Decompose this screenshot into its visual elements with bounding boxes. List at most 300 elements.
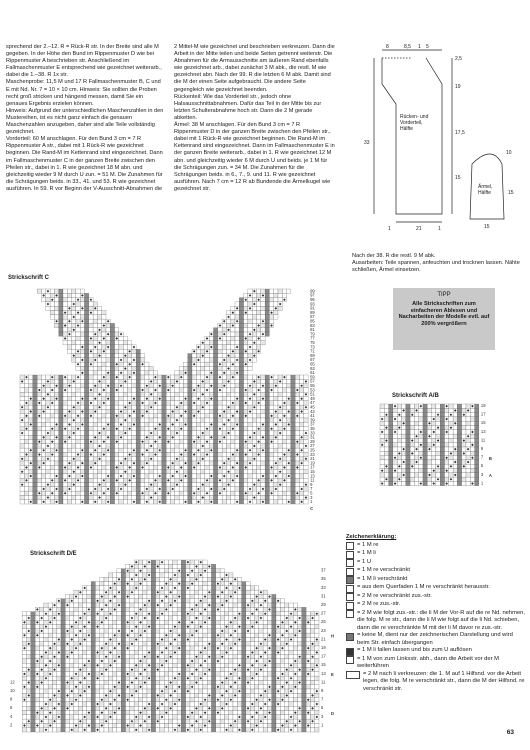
chart-cell bbox=[76, 358, 80, 362]
chart-cell bbox=[104, 629, 108, 633]
chart-cell bbox=[143, 650, 147, 654]
chart-cell bbox=[203, 577, 207, 581]
chart-cell bbox=[199, 642, 203, 646]
chart-cell bbox=[67, 302, 71, 306]
chart-cell bbox=[255, 590, 259, 594]
chart-cell bbox=[310, 612, 314, 616]
chart-cell bbox=[121, 663, 125, 667]
chart-cell bbox=[205, 448, 209, 452]
body-label-3: Hälfte bbox=[400, 126, 414, 132]
chart-cell bbox=[160, 625, 164, 629]
chart-cell bbox=[110, 427, 114, 431]
chart-cell bbox=[222, 465, 226, 469]
chart-cell bbox=[295, 474, 299, 478]
chart-cell bbox=[252, 388, 256, 392]
chart-cell bbox=[226, 362, 230, 366]
chart-cell bbox=[190, 590, 194, 594]
chart-cell bbox=[115, 401, 119, 405]
chart-cell bbox=[106, 452, 110, 456]
chart-cell bbox=[80, 414, 84, 418]
chart-cell bbox=[106, 392, 110, 396]
chart-cell bbox=[119, 366, 123, 370]
chart-cell bbox=[160, 646, 164, 650]
chart-cell bbox=[46, 491, 50, 495]
chart-cell bbox=[183, 470, 187, 474]
chart-cell bbox=[72, 319, 76, 323]
chart-cell bbox=[110, 422, 114, 426]
chart-cell bbox=[173, 663, 177, 667]
chart-cell bbox=[91, 663, 95, 667]
chart-cell bbox=[59, 302, 63, 306]
chart-cell bbox=[269, 483, 273, 487]
chart-cell bbox=[278, 440, 282, 444]
chart-cell bbox=[61, 620, 65, 624]
chart-cell bbox=[261, 461, 265, 465]
chart-cell bbox=[209, 431, 213, 435]
chart-cell bbox=[85, 354, 89, 358]
chart-cell bbox=[145, 418, 149, 422]
chart-cell bbox=[287, 487, 291, 491]
chart-cell bbox=[89, 444, 93, 448]
sleeve-label-1: Ärmel, bbox=[478, 184, 493, 190]
chart-cell bbox=[274, 440, 278, 444]
chart-cell bbox=[250, 590, 254, 594]
chart-cell bbox=[226, 444, 230, 448]
chart-cell bbox=[295, 384, 299, 388]
chart-cell bbox=[40, 633, 44, 637]
chart-cell bbox=[153, 470, 157, 474]
chart-c-row-number: 19 bbox=[310, 460, 315, 466]
chart-cell bbox=[151, 603, 155, 607]
chart-cell bbox=[257, 345, 261, 349]
chart-cell bbox=[89, 457, 93, 461]
chart-cell bbox=[24, 392, 28, 396]
chart-cell bbox=[80, 457, 84, 461]
chart-cell bbox=[276, 616, 280, 620]
chart-cell bbox=[201, 371, 205, 375]
chart-c-row-number: 21 bbox=[310, 456, 315, 462]
chart-cell bbox=[244, 315, 248, 319]
chart-cell bbox=[171, 470, 175, 474]
chart-cell bbox=[239, 444, 243, 448]
chart-cell bbox=[205, 345, 209, 349]
chart-cell bbox=[222, 495, 226, 499]
chart-cell bbox=[278, 444, 282, 448]
chart-cell bbox=[201, 397, 205, 401]
chart-cell bbox=[136, 444, 140, 448]
chart-cell bbox=[100, 642, 104, 646]
chart-cell bbox=[110, 366, 114, 370]
chart-cell bbox=[59, 444, 63, 448]
chart-cell bbox=[177, 637, 181, 641]
chart-cell bbox=[274, 491, 278, 495]
chart-cell bbox=[162, 491, 166, 495]
chart-cell bbox=[93, 371, 97, 375]
chart-cell bbox=[80, 427, 84, 431]
chart-cell bbox=[123, 452, 127, 456]
chart-cell bbox=[231, 336, 235, 340]
chart-cell bbox=[205, 483, 209, 487]
chart-cell bbox=[289, 633, 293, 637]
chart-cell bbox=[130, 637, 134, 641]
chart-cell bbox=[134, 564, 138, 568]
chart-cell bbox=[132, 418, 136, 422]
chart-cell bbox=[153, 414, 157, 418]
chart-cell bbox=[218, 500, 222, 504]
chart-cell bbox=[302, 612, 306, 616]
chart-cell bbox=[140, 495, 144, 499]
chart-cell bbox=[181, 607, 185, 611]
chart-cell bbox=[87, 616, 91, 620]
chart-cell bbox=[104, 586, 108, 590]
chart-cell bbox=[222, 354, 226, 358]
chart-cell bbox=[35, 637, 39, 641]
chart-cell bbox=[160, 594, 164, 598]
chart-cell bbox=[40, 625, 44, 629]
chart-cell bbox=[209, 358, 213, 362]
chart-cell bbox=[218, 495, 222, 499]
chart-cell bbox=[87, 650, 91, 654]
chart-cell bbox=[255, 603, 259, 607]
chart-cell bbox=[136, 362, 140, 366]
chart-cell bbox=[35, 668, 39, 672]
chart-cell bbox=[237, 668, 241, 672]
chart-cell bbox=[100, 650, 104, 654]
chart-cell bbox=[171, 478, 175, 482]
chart-cell bbox=[201, 440, 205, 444]
chart-cell bbox=[33, 444, 37, 448]
chart-cell bbox=[265, 465, 269, 469]
chart-cell bbox=[216, 625, 220, 629]
chart-cell bbox=[274, 478, 278, 482]
chart-cell bbox=[248, 483, 252, 487]
chart-cell bbox=[65, 650, 69, 654]
chart-cell bbox=[104, 633, 108, 637]
chart-cell bbox=[282, 409, 286, 413]
chart-cell bbox=[138, 560, 142, 564]
chart-cell bbox=[295, 448, 299, 452]
chart-cell bbox=[67, 457, 71, 461]
chart-cell bbox=[136, 379, 140, 383]
chart-cell bbox=[20, 388, 24, 392]
chart-cell bbox=[239, 306, 243, 310]
chart-cell bbox=[52, 663, 56, 667]
chart-cell bbox=[175, 491, 179, 495]
chart-cell bbox=[115, 384, 119, 388]
chart-cell bbox=[252, 336, 256, 340]
chart-cell bbox=[269, 397, 273, 401]
chart-cell bbox=[93, 388, 97, 392]
chart-cell bbox=[136, 422, 140, 426]
chart-cell bbox=[149, 388, 153, 392]
chart-cell bbox=[27, 646, 31, 650]
chart-cell bbox=[235, 401, 239, 405]
chart-cell bbox=[259, 637, 263, 641]
chart-cell bbox=[229, 625, 233, 629]
chart-cell bbox=[113, 672, 117, 676]
chart-cell bbox=[205, 495, 209, 499]
chart-cell bbox=[123, 478, 127, 482]
chart-cell bbox=[257, 302, 261, 306]
chart-cell bbox=[85, 474, 89, 478]
chart-cell bbox=[110, 328, 114, 332]
chart-cell bbox=[59, 306, 63, 310]
chart-cell bbox=[50, 384, 54, 388]
chart-cell bbox=[138, 612, 142, 616]
chart-cell bbox=[37, 500, 41, 504]
chart-cell bbox=[239, 435, 243, 439]
chart-cell bbox=[226, 465, 230, 469]
chart-cell bbox=[181, 569, 185, 573]
chart-cell bbox=[156, 663, 160, 667]
chart-cell bbox=[263, 594, 267, 598]
chart-cell bbox=[263, 646, 267, 650]
chart-cell bbox=[136, 427, 140, 431]
chart-cell bbox=[145, 371, 149, 375]
chart-cell bbox=[169, 594, 173, 598]
chart-cell bbox=[65, 599, 69, 603]
chart-cell bbox=[287, 375, 291, 379]
chart-cell bbox=[151, 560, 155, 564]
chart-cell bbox=[153, 422, 157, 426]
chart-cell bbox=[276, 612, 280, 616]
chart-cell bbox=[119, 444, 123, 448]
chart-cell bbox=[138, 616, 142, 620]
chart-cell bbox=[300, 414, 304, 418]
chart-cell bbox=[123, 427, 127, 431]
chart-cell bbox=[76, 495, 80, 499]
chart-cell bbox=[177, 590, 181, 594]
chart-cell bbox=[239, 440, 243, 444]
chart-cell bbox=[95, 659, 99, 663]
chart-cell bbox=[89, 315, 93, 319]
chart-cell bbox=[106, 414, 110, 418]
chart-cell bbox=[136, 414, 140, 418]
chart-cell bbox=[143, 659, 147, 663]
chart-cell bbox=[169, 659, 173, 663]
chart-cell bbox=[130, 650, 134, 654]
chart-cell bbox=[244, 478, 248, 482]
chart-cell bbox=[24, 422, 28, 426]
chart-cell bbox=[214, 452, 218, 456]
chart-cell bbox=[280, 612, 284, 616]
chart-cell bbox=[100, 616, 104, 620]
chart-cell bbox=[222, 440, 226, 444]
chart-cell bbox=[252, 384, 256, 388]
chart-cell bbox=[214, 465, 218, 469]
chart-cell bbox=[278, 388, 282, 392]
chart-cell bbox=[138, 573, 142, 577]
chart-cell bbox=[242, 668, 246, 672]
chart-cell bbox=[304, 418, 308, 422]
chart-cell bbox=[304, 388, 308, 392]
chart-cell bbox=[183, 495, 187, 499]
chart-cell bbox=[158, 409, 162, 413]
chart-cell bbox=[226, 448, 230, 452]
chart-cell bbox=[59, 474, 63, 478]
chart-cell bbox=[134, 590, 138, 594]
chart-cell bbox=[278, 452, 282, 456]
chart-cell bbox=[166, 444, 170, 448]
chart-cell bbox=[255, 616, 259, 620]
chart-cell bbox=[115, 418, 119, 422]
chart-cell bbox=[20, 461, 24, 465]
chart-cell bbox=[255, 625, 259, 629]
chart-cell bbox=[177, 616, 181, 620]
chart-cell bbox=[216, 586, 220, 590]
chart-cell bbox=[149, 366, 153, 370]
chart-cell bbox=[83, 616, 87, 620]
chart-cell bbox=[102, 409, 106, 413]
chart-cell bbox=[78, 650, 82, 654]
chart-cell bbox=[250, 633, 254, 637]
chart-cell bbox=[203, 590, 207, 594]
chart-cell bbox=[269, 319, 273, 323]
chart-cell bbox=[115, 379, 119, 383]
chart-cell bbox=[76, 444, 80, 448]
chart-cell bbox=[35, 646, 39, 650]
chart-cell bbox=[89, 409, 93, 413]
chart-cell bbox=[59, 452, 63, 456]
chart-cell bbox=[149, 470, 153, 474]
chart-cell bbox=[102, 431, 106, 435]
chart-cell bbox=[48, 668, 52, 672]
chart-cell bbox=[104, 594, 108, 598]
chart-cell bbox=[199, 620, 203, 624]
chart-cell bbox=[207, 577, 211, 581]
chart-cell bbox=[285, 607, 289, 611]
chart-cell bbox=[265, 306, 269, 310]
chart-cell bbox=[52, 659, 56, 663]
chart-cell bbox=[216, 668, 220, 672]
chart-cell bbox=[138, 668, 142, 672]
chart-cell bbox=[140, 457, 144, 461]
chart-cell bbox=[113, 655, 117, 659]
chart-cell bbox=[40, 672, 44, 676]
chart-cell bbox=[192, 495, 196, 499]
chart-cell bbox=[140, 500, 144, 504]
chart-cell bbox=[46, 298, 50, 302]
chart-cell bbox=[265, 487, 269, 491]
chart-cell bbox=[134, 594, 138, 598]
chart-cell bbox=[233, 633, 237, 637]
chart-cell bbox=[265, 422, 269, 426]
chart-cell bbox=[80, 379, 84, 383]
chart-cell bbox=[117, 607, 121, 611]
chart-cell bbox=[70, 620, 74, 624]
chart-cell bbox=[78, 625, 82, 629]
chart-cell bbox=[63, 431, 67, 435]
chart-cell bbox=[158, 483, 162, 487]
chart-cell bbox=[289, 659, 293, 663]
chart-cell bbox=[231, 354, 235, 358]
chart-cell bbox=[22, 663, 26, 667]
chart-cell bbox=[134, 620, 138, 624]
chart-cell bbox=[244, 379, 248, 383]
chart-cell bbox=[246, 650, 250, 654]
chart-cell bbox=[231, 384, 235, 388]
chart-cell bbox=[173, 607, 177, 611]
chart-cell bbox=[93, 491, 97, 495]
chart-cell bbox=[59, 311, 63, 315]
chart-cell bbox=[246, 642, 250, 646]
chart-c-row-number: 49 bbox=[310, 395, 315, 401]
chart-cell bbox=[188, 422, 192, 426]
chart-cell bbox=[287, 384, 291, 388]
chart-cell bbox=[252, 349, 256, 353]
chart-cell bbox=[72, 358, 76, 362]
chart-cell bbox=[248, 323, 252, 327]
chart-cell bbox=[179, 470, 183, 474]
chart-cell bbox=[239, 323, 243, 327]
chart-cell bbox=[119, 500, 123, 504]
chart-cell bbox=[310, 633, 314, 637]
chart-cell bbox=[282, 491, 286, 495]
chart-cell bbox=[196, 491, 200, 495]
chart-cell bbox=[44, 620, 48, 624]
chart-cell bbox=[46, 388, 50, 392]
chart-cell bbox=[169, 633, 173, 637]
chart-cell bbox=[304, 500, 308, 504]
chart-cell bbox=[263, 629, 267, 633]
chart-cell bbox=[67, 401, 71, 405]
chart-cell bbox=[33, 478, 37, 482]
chart-cell bbox=[85, 345, 89, 349]
chart-c-row-number: 85 bbox=[310, 318, 315, 324]
chart-cell bbox=[188, 478, 192, 482]
chart-cell bbox=[169, 573, 173, 577]
chart-cell bbox=[20, 401, 24, 405]
chart-cell bbox=[291, 470, 295, 474]
chart-cell bbox=[29, 427, 33, 431]
chart-c-row-number: 73 bbox=[310, 344, 315, 350]
chart-cell bbox=[97, 414, 101, 418]
chart-cell bbox=[63, 384, 67, 388]
chart-cell bbox=[63, 397, 67, 401]
chart-cell bbox=[205, 470, 209, 474]
chart-cell bbox=[136, 457, 140, 461]
chart-cell bbox=[201, 487, 205, 491]
chart-cell bbox=[171, 418, 175, 422]
chart-cell bbox=[50, 418, 54, 422]
chart-cell bbox=[119, 336, 123, 340]
chart-cell bbox=[300, 375, 304, 379]
chart-cell bbox=[74, 629, 78, 633]
chart-cell bbox=[220, 599, 224, 603]
chart-cell bbox=[171, 452, 175, 456]
chart-cell bbox=[216, 637, 220, 641]
chart-cell bbox=[160, 590, 164, 594]
chart-cell bbox=[149, 397, 153, 401]
chart-cell bbox=[293, 668, 297, 672]
chart-cell bbox=[42, 452, 46, 456]
chart-cell bbox=[265, 401, 269, 405]
chart-cell bbox=[67, 375, 71, 379]
chart-cell bbox=[274, 444, 278, 448]
chart-cell bbox=[222, 323, 226, 327]
chart-cell bbox=[72, 465, 76, 469]
chart-cell bbox=[104, 620, 108, 624]
chart-cell bbox=[91, 586, 95, 590]
chart-cell bbox=[54, 418, 58, 422]
chart-cell bbox=[42, 418, 46, 422]
chart-cell bbox=[132, 414, 136, 418]
chart-cell bbox=[248, 298, 252, 302]
chart-cell bbox=[95, 668, 99, 672]
chart-cell bbox=[244, 366, 248, 370]
chart-cell bbox=[102, 465, 106, 469]
chart-cell bbox=[239, 345, 243, 349]
